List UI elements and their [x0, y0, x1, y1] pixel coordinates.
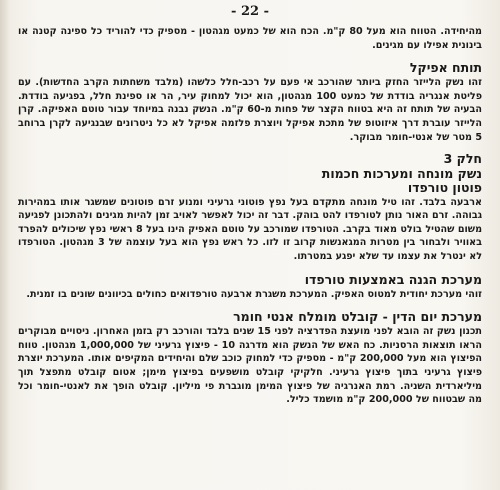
- intro-paragraph: מהיחידה. הטווח הוא מעל 80 ק"מ. הכח הוא של כמעט מגהטון - מספיק כדי להוריד כל ספינה קטנה או בינונית אפילו עם מגינים.: [18, 26, 482, 51]
- section-text-doomsday-system: תכנון נשק זה הובא לפני מועצת הפדרציה לפני 15 שנים בלבד והורכב רק בזמן האחרון. ניסויים מבוקרים הראו תוצאות הרסניות. כח האש של הנשק הוא מדרגה 10 - פיצוץ גרעיני של 1,000,000 מגהטון. טווח הפיצוץ הוא מעל 200,000 ק"מ - מספיק כדי למחוק כוכב שלם והיחידים המקיפים אותו. המערכת יוצרת פיצוץ גרעיני בתוך פיצוץ גרעיני. חלקיקי קובלט מושפעים בפיצוץ מימן; אטום קובלט מתפצל תוך מיליארדית השניה. רמת האנרגיה של פיצוץ המימן מוגברת פי מיליון. קובלט הופך את לאנטי-חומר וכל מה שבטווח של 200,000 ק"מ מושמד כליל.: [18, 326, 483, 406]
- section-heading-apical-cannon: תותח אפיקל: [409, 60, 482, 76]
- section-text-photon-torpedo: ארבעה בלבד. זהו טיל מונחה מתקדם בעל נפץ פוטוני גרעיני ומנוע זרם פוטונים שמשגר אותו במהירות גבוהה. זרם האור נותן לטורפדו להט בוהק. דבר זה יכול לאפשר לאויב זמן להיות מגינים ולהתכונן לפגיעה משום שהטיל בולט מאוד בקרב. הטורפדו שמורכב על טוטם האפיק הינו בעל 8 ראשי נפץ שיכולים להפרד באוויר ולבחור בין מטרות המגאנשות קרוב זו לזו. כל ראש נפץ הוא בעל עוצמה של 3 מגהטון. הטורפדו לא ינטרל את עצמו עד שלא יפגע במטרתו.: [18, 196, 483, 263]
- spacer: [18, 264, 482, 272]
- section-heading-doomsday-system: מערכת יום הדין - קובלט מומלח אנטי חומר: [233, 309, 482, 325]
- section-heading-part-3: חלק 3 נשק מונחה ומערכות חכמות פוטון טורפדו: [321, 151, 482, 196]
- page-binding-shadow: [0, 0, 10, 490]
- spacer: [18, 144, 482, 152]
- spacer: [18, 301, 482, 309]
- section-text-torpedo-defense: זוהי מערכת יחודית למטוס האפיק. המערכת משגרת ארבעה טורפדואים כחולים בכיוונים שונים בו זמנית.: [26, 288, 482, 300]
- page-number: - 22 -: [231, 4, 269, 19]
- section-text-apical-cannon: זהו נשק הלייזר החזק ביותר שהורכב אי פעם על רכב-חלל כלשהו (מלבד משחתות הקרב החדשות). עם פליטת אנגריה בודדת של כמעט 100 מגהטון, הוא יכול למחוק עיר, הר או ספינת חלל, בפגיעה בודדת. הבעיה של תותח זה היא בטווח הקצר של פחות מ-60 ק"מ. הנשק נבנה במיוחד עבור טוטם האפיקה. קרן הלייזר עוברת דרך איזוטופ של מתכת אפיקל ויוצרת פלזמה אפיקל לא כל ניטרונים שבנגיעה לקרן ברוחב 5 מטר של אנטי-חומר מבוקר.: [18, 77, 483, 143]
- spacer: [18, 52, 482, 60]
- section-heading-torpedo-defense: מערכת הגנה באמצעות טורפדו: [304, 271, 482, 287]
